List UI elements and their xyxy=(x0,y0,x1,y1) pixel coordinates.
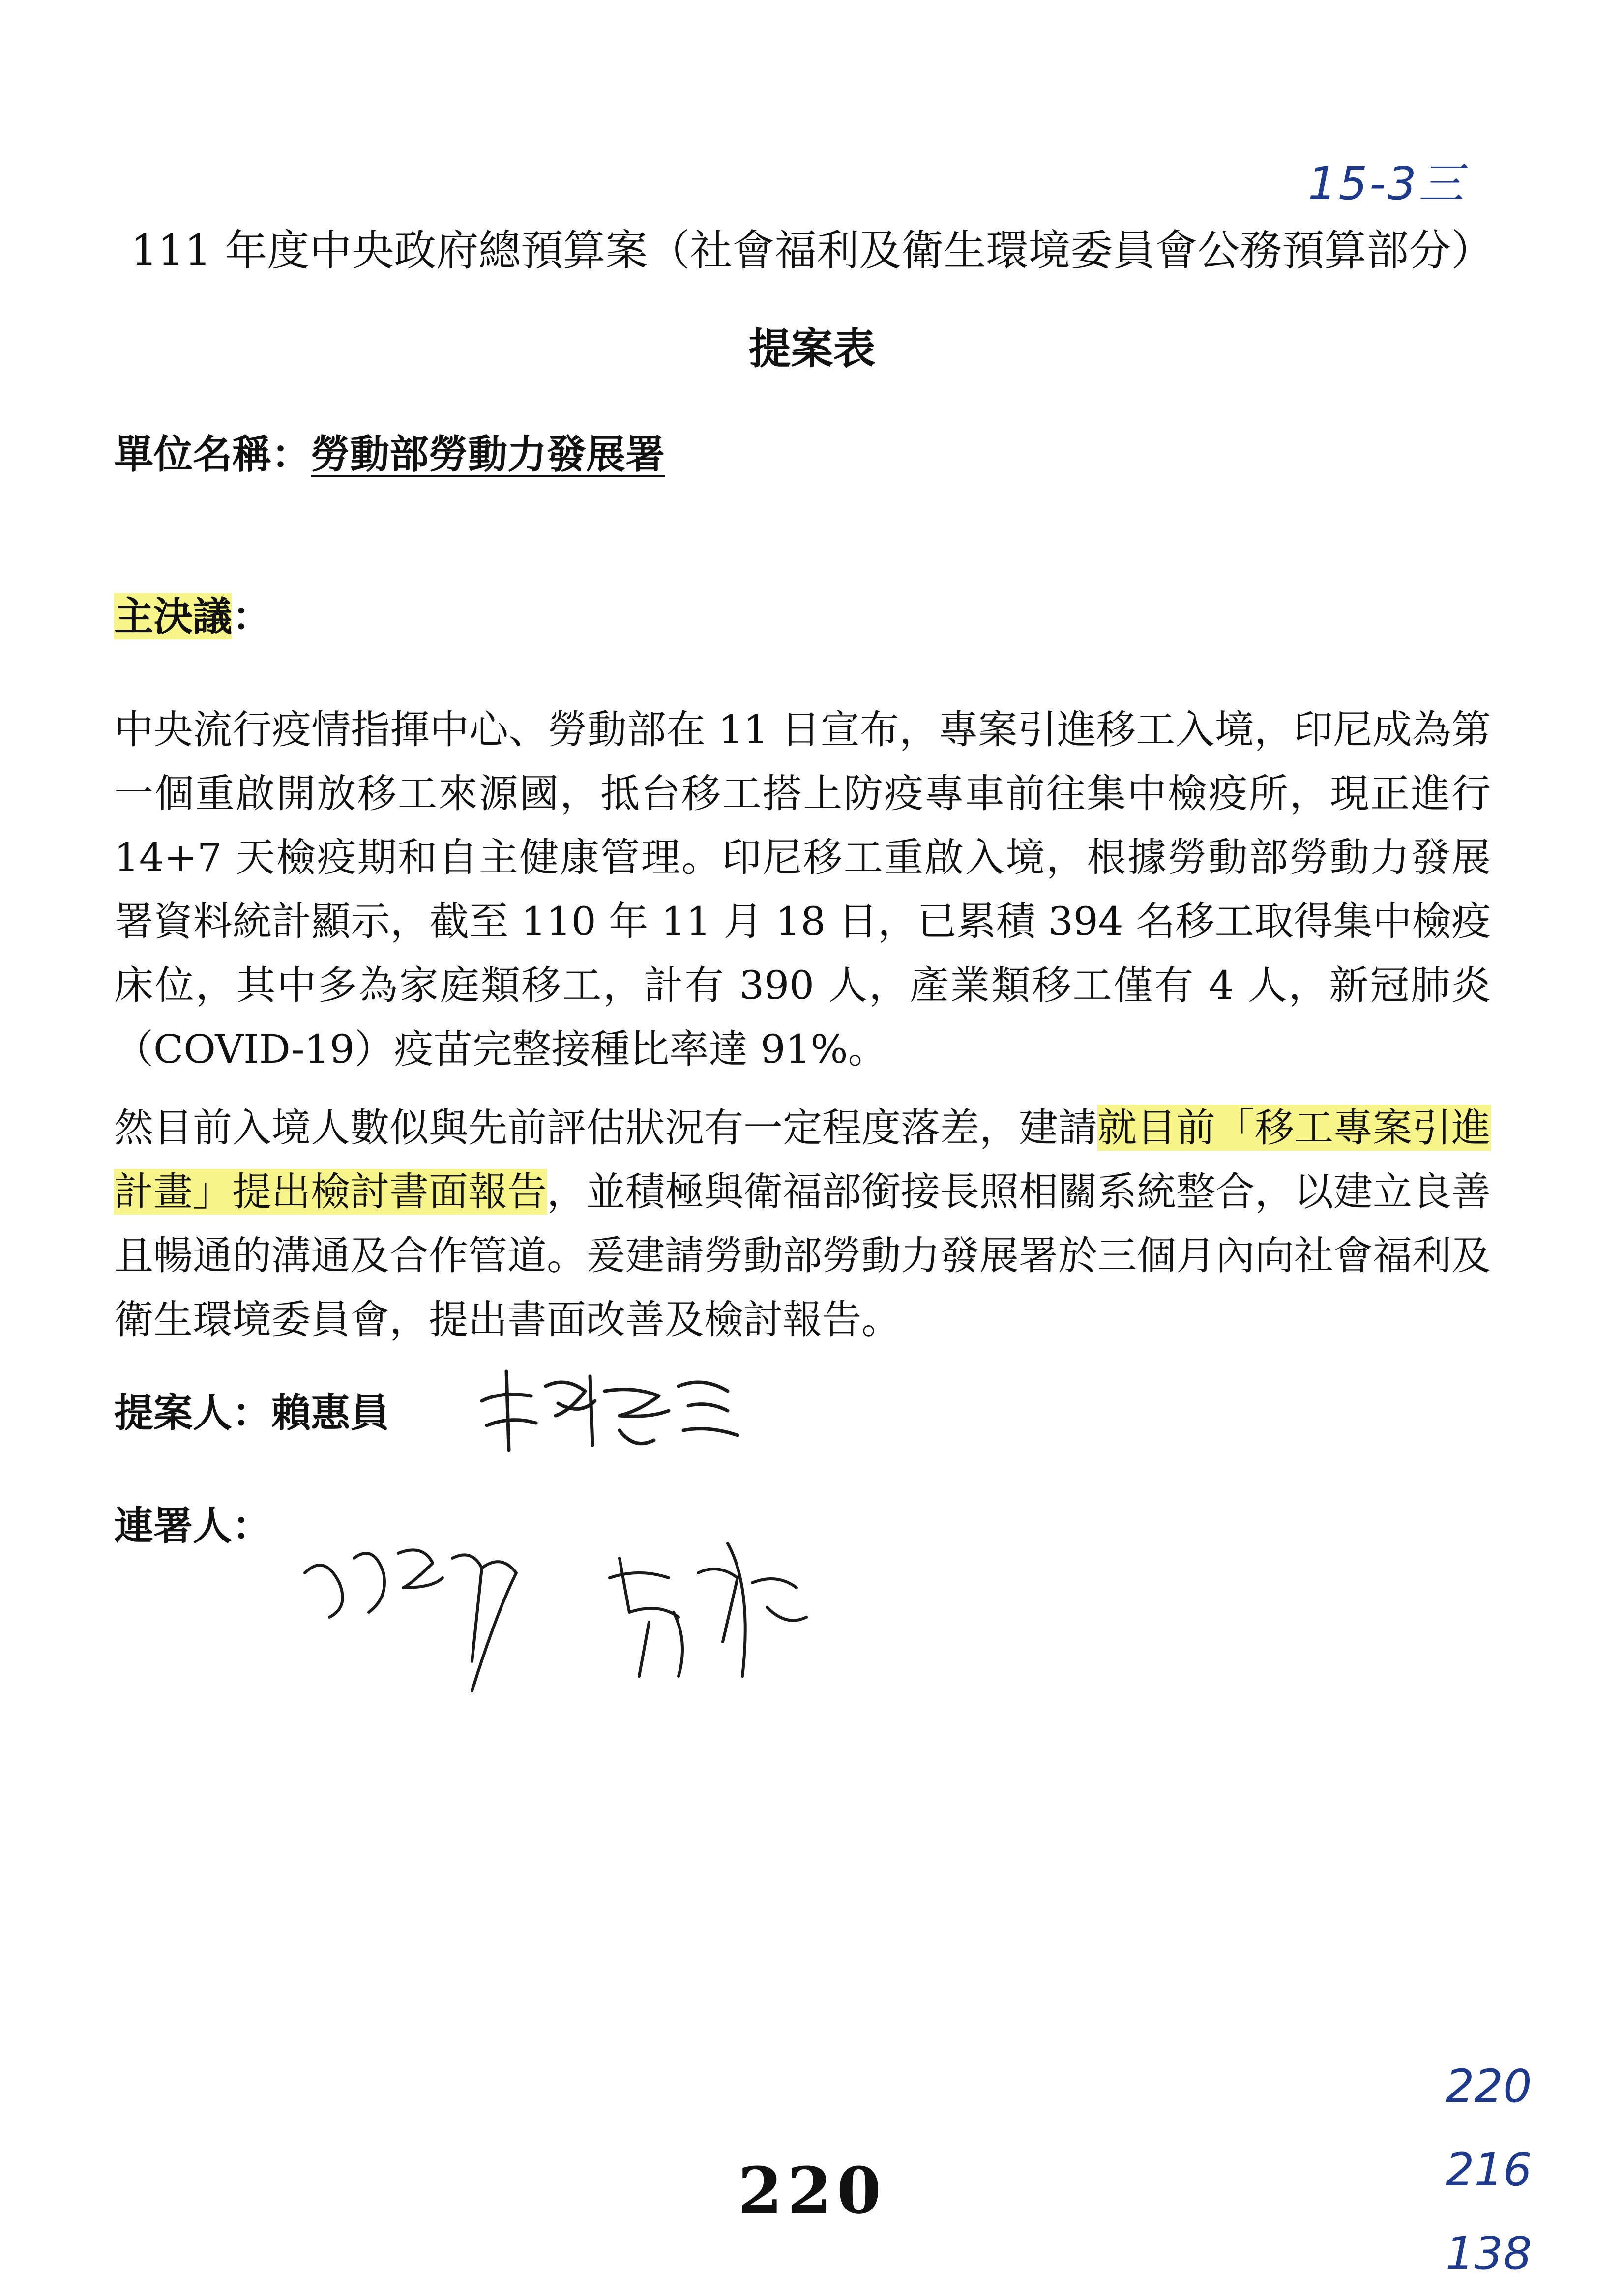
unit-value: 勞動部勞動力發展署 xyxy=(311,431,665,477)
proposer-name: 賴惠員 xyxy=(271,1390,389,1436)
paragraph2-before: 然目前入境人數似與先前評估狀況有一定程度落差，建請 xyxy=(114,1105,1097,1151)
cosigner-signatures xyxy=(285,1514,875,1720)
cosigner-row xyxy=(114,1494,271,1551)
handwritten-margin-notes xyxy=(1446,2045,1532,2296)
resolution-colon: ： xyxy=(232,593,271,639)
unit-row xyxy=(114,423,665,479)
paragraph-recommendation xyxy=(114,1096,1491,1352)
resolution-heading-text: 主決議 xyxy=(114,593,232,639)
margin-note: 220 xyxy=(1446,2060,1532,2113)
paragraph-background: 中央流行疫情指揮中心、勞動部在 11 日宣布，專案引進移工入境，印尼成為第一個重啟開放移工來源國，抵台移工搭上防疫專車前往集中檢疫所，現正進行 14+7 天檢疫期和自主健康管理。印尼移工重啟入境，根據勞動部勞動力發展署資料統計顯示，截至 110 年 11 月 18 日，已累積 394 名移工取得集中檢疫床位，其中多為家庭類移工，計有 390 人，產業類移工僅有 4 人，新冠肺炎（COVID-19）疫苗完整接種比率達 91%。 xyxy=(114,707,1491,1072)
margin-note: 216 xyxy=(1446,2144,1532,2196)
cosigner-label: 連署人： xyxy=(114,1503,271,1549)
resolution-heading xyxy=(114,585,271,641)
proposer-row xyxy=(114,1381,389,1438)
margin-note: 138 xyxy=(1446,2227,1532,2280)
page-number: 220 xyxy=(738,2153,886,2228)
handwritten-corner-note: 15-3三 xyxy=(1308,157,1466,210)
paragraph2-after: ，並積極與衛福部銜接長照相關系統整合，以建立良善且暢通的溝通及合作管道。爰建請勞動部勞動力發展署於三個月內向社會福利及衛生環境委員會，提出書面改善及檢討報告。 xyxy=(114,1169,1491,1342)
paragraph2-highlight: 就目前「移工專案引進計畫」提出檢討書面報告 xyxy=(114,1105,1491,1215)
document-title: 111 年度中央政府總預算案（社會福利及衛生環境委員會公務預算部分） xyxy=(130,226,1494,275)
document-subtitle: 提案表 xyxy=(748,324,876,374)
proposer-label: 提案人： xyxy=(114,1390,271,1436)
proposer-signature xyxy=(472,1357,747,1465)
unit-label: 單位名稱： xyxy=(114,431,311,477)
